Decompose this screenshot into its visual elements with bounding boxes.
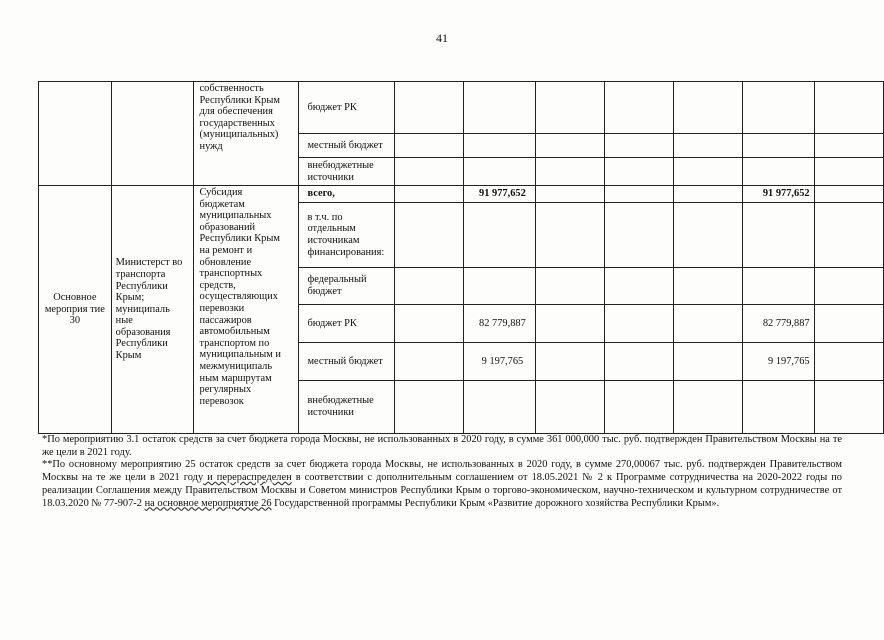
source-cell: всего, <box>299 186 395 203</box>
source-cell: федеральный бюджет <box>299 268 395 305</box>
amount-cell: 9 197,765 <box>743 343 814 381</box>
source-cell: местный бюджет <box>299 343 395 381</box>
event-cell: Основное мероприя тие 30 <box>39 186 112 434</box>
amount-cell: 91 977,652 <box>464 186 535 203</box>
amount-cell: 82 779,887 <box>464 305 535 343</box>
source-cell: бюджет РК <box>299 305 395 343</box>
amount-cell: 91 977,652 <box>743 186 814 203</box>
source-cell: местный бюджет <box>299 134 395 158</box>
table-row <box>39 82 884 134</box>
footnote-1: *По мероприятию 3.1 остаток средств за счет бюджета города Москвы, не использованных в 2020 году, в сумме 361 000,000 тыс. руб. подтвержден Правительством Москвы на те же цели в 2021 году. <box>42 434 842 458</box>
footnote-2: **По основному мероприятию 25 остаток средств за счет бюджета города Москвы, не использованных в 2020 году, в сумме 270,00067 тыс. руб. подтвержден Правительством Москвы на те же цели в 2021 году и перераспределен в соответствии с дополнительным соглашением от 18.05.2021 № 2 к Программе сотрудничества на 2020-2022 годы по реализации Соглашения между Правительством Москвы и Советом министров Республики Крым о торгово-экономическом, научно-техническом и культурном сотрудничестве от 18.03.2020 № 77-907-2 на основное мероприятие 26 Государственной программы Республики Крым «Развитие дорожного хозяйства Республики Крым». <box>42 459 842 509</box>
source-cell: бюджет РК <box>299 82 395 134</box>
funding-table <box>38 81 884 434</box>
top-description-cell: собственность Республики Крым для обеспечения государственных (муниципальных) нужд <box>193 82 299 186</box>
source-cell: внебюджетные источники <box>299 381 395 434</box>
source-cell: внебюджетные источники <box>299 158 395 186</box>
source-cell: в т.ч. по отдельным источникам финансирования: <box>299 203 395 268</box>
page-number: 41 <box>436 31 448 45</box>
footnotes <box>42 434 842 510</box>
amount-cell: 9 197,765 <box>464 343 535 381</box>
executor-cell: Министерст во транспорта Республики Крым; муниципаль ные образования Республики Крым <box>111 186 193 434</box>
amount-cell: 82 779,887 <box>743 305 814 343</box>
table-row <box>39 186 884 203</box>
description-cell: Субсидия бюджетам муниципальных образований Республики Крым на ремонт и обновление транспортных средств, осуществляющих перевозки пассажиров автомобильным транспортом по муниципальным и межмуниципаль ным маршрутам регулярных перевозок <box>193 186 299 434</box>
